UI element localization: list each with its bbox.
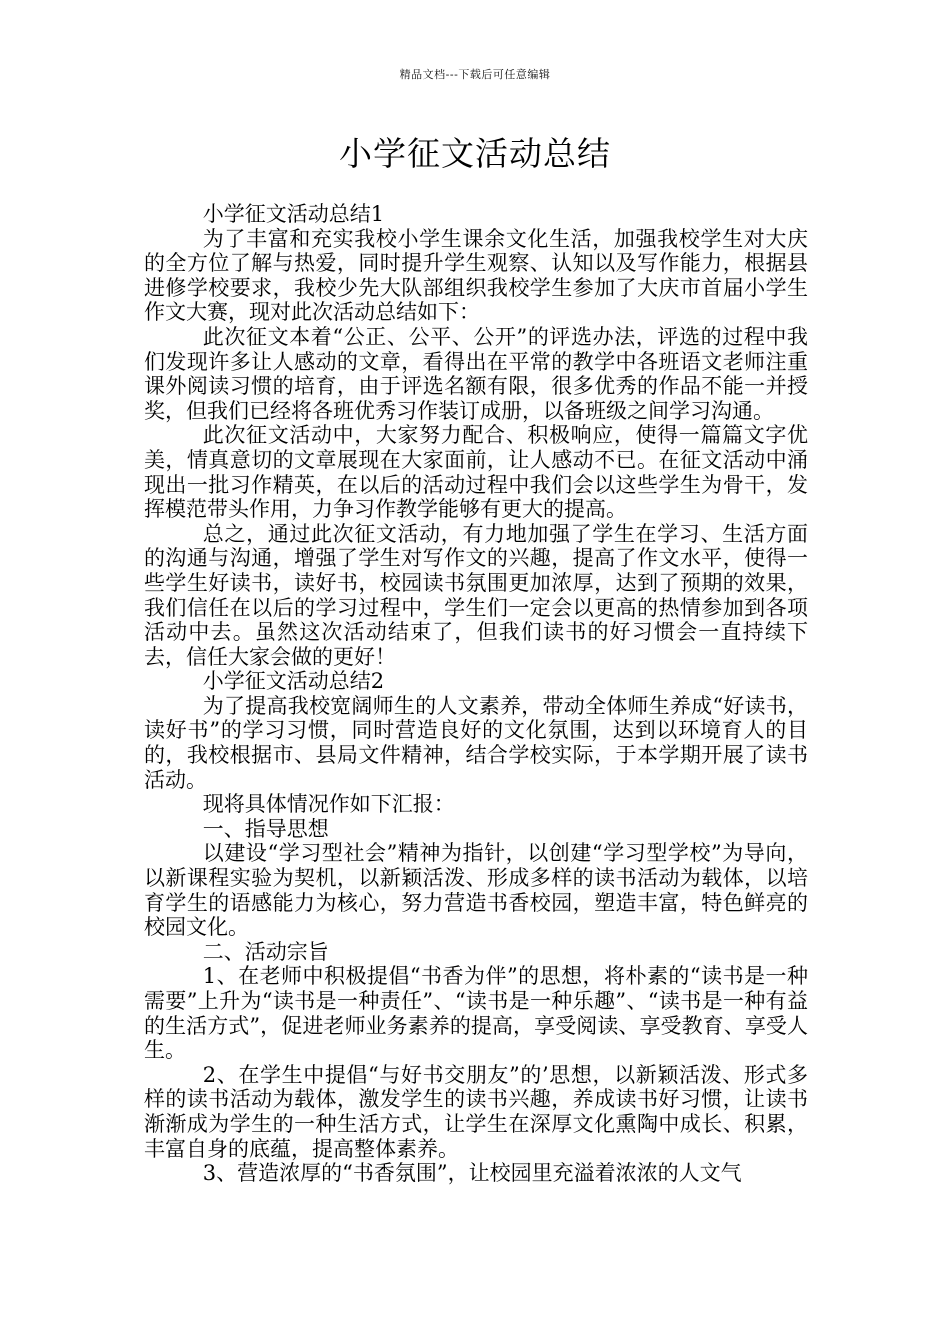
list-item: 3、营造浓厚的“书香氛围”，让校园里充溢着浓浓的人文气 — [202, 1161, 742, 1186]
section-heading-1: 小学征文活动总结1 — [202, 202, 385, 226]
paragraph: 以建设“学习型社会”精神为指针，以创建“学习型学校”为导向，以新课程实验为契机，以新颖活泼、形成多样的读书活动为载体，以培育学生的语感能力为核心，努力营造书香校园，塑造丰富，特色鲜亮的校园文化。 — [144, 841, 808, 940]
paragraph: 为了丰富和充实我校小学生课余文化生活，加强我校学生对大庆的全方位了解与热爱，同时提升学生观察、认知以及写作能力，根据县进修学校要求，我校少先大队部组织我校学生参加了大庆市首届小学生作文大赛，现对此次活动总结如下： — [144, 226, 808, 325]
list-item: 1、在老师中积极提倡“书香为伴”的思想，将朴素的“读书是一种需要”上升为“读书是一种责任”、“读书是一种乐趣”、“读书是一种有益的生活方式”，促进老师业务素养的提高，享受阅读、享受教育、享受人生。 — [144, 964, 808, 1063]
document-title: 小学征文活动总结 — [339, 134, 611, 173]
header-note: 精品文档---下载后可任意编辑 — [399, 68, 551, 81]
section-heading-2: 小学征文活动总结2 — [202, 669, 385, 694]
paragraph: 此次征文活动中，大家努力配合、积极响应，使得一篇篇文字优美，情真意切的文章展现在大家面前，让人感动不已。在征文活动中涌现出一批习作精英，在以后的活动过程中我们会以这些学生为骨干，发挥模范带头作用，力争习作教学能够有更大的提高。 — [144, 423, 808, 522]
paragraph: 总之，通过此次征文活动，有力地加强了学生在学习、生活方面的沟通与沟通，增强了学生对写作文的兴趣，提高了作文水平，使得一些学生好读书，读好书，校园读书氛围更加浓厚，达到了预期的效果，我们信任在以后的学习过程中，学生们一定会以更高的热情参加到各项活动中去。虽然这次活动结束了，但我们读书的好习惯会一直持续下去，信任大家会做的更好！ — [144, 521, 808, 669]
paragraph: 现将具体情况作如下汇报： — [202, 792, 455, 817]
paragraph: 为了提高我校宽阔师生的人文素养，带动全体师生养成“好读书，读好书”的学习习惯，同时营造良好的文化氛围，达到以环境育人的目的，我校根据市、县局文件精神，结合学校实际，于本学期开展了读书活动。 — [144, 693, 808, 792]
list-item: 2、在学生中提倡“与好书交朋友”的’思想，以新颖活泼、形式多样的读书活动为载体，激发学生的读书兴趣，养成读书好习惯，让读书渐渐成为学生的一种生活方式，让学生在深厚文化熏陶中成长、积累，丰富自身的底蕴，提高整体素养。 — [144, 1062, 808, 1161]
subheading-activity-purpose: 二、活动宗旨 — [202, 939, 329, 964]
subheading-guiding-thought: 一、指导思想 — [202, 816, 329, 841]
document-body — [144, 202, 808, 1186]
paragraph: 此次征文本着“公正、公平、公开”的评选办法，评选的过程中我们发现许多让人感动的文章，看得出在平常的教学中各班语文老师注重课外阅读习惯的培育，由于评选名额有限，很多优秀的作品不能一并授奖，但我们已经将各班优秀习作装订成册，以备班级之间学习沟通。 — [144, 324, 808, 423]
